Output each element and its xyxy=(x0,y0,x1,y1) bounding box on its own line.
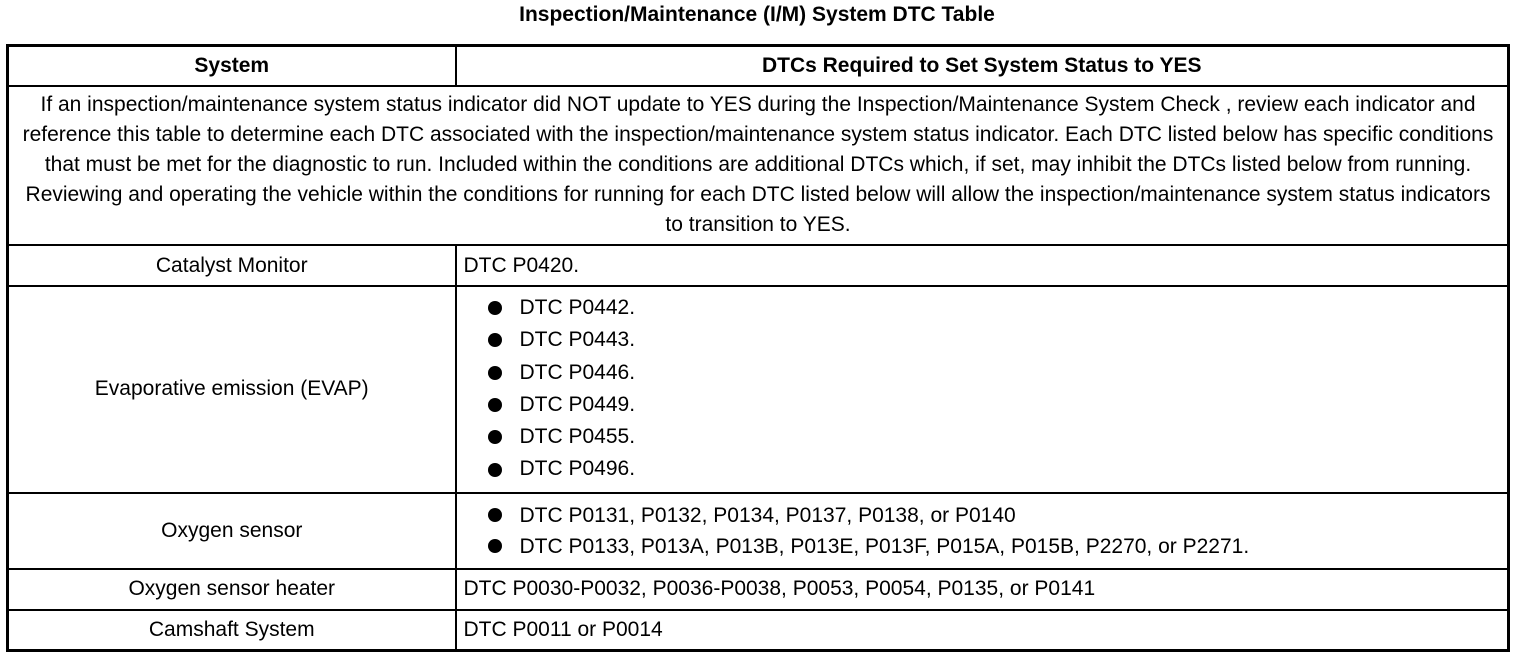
list-item: DTC P0449. xyxy=(488,389,1508,421)
dtc-cell: DTC P0420. xyxy=(456,245,1509,286)
header-row xyxy=(8,46,1509,87)
dtc-list xyxy=(464,292,1508,486)
dtc-cell: DTC P0030-P0032, P0036-P0038, P0053, P0054, P0135, or P0141 xyxy=(456,569,1509,610)
table-row xyxy=(8,286,1509,493)
dtc-cell: DTC P0011 or P0014 xyxy=(456,610,1509,651)
dtc-cell xyxy=(456,286,1509,493)
list-item: DTC P0131, P0132, P0134, P0137, P0138, or P0140 xyxy=(488,500,1508,531)
list-item: DTC P0446. xyxy=(488,357,1508,389)
table-row xyxy=(8,493,1509,569)
header-dtcs: DTCs Required to Set System Status to YES xyxy=(456,46,1509,87)
intro-text: If an inspection/maintenance system status indicator did NOT update to YES during the Inspection/Maintenance System Check , review each indicator and reference this table to determine each DTC associated with the inspection/maintenance system status indicator. Each DTC listed below has specific conditions that must be met for the diagnostic to run. Included within the conditions are additional DTCs which, if set, may inhibit the DTCs listed below from running. Reviewing and operating the vehicle within the conditions for running for each DTC listed below will allow the inspection/maintenance system status indicators to transition to YES. xyxy=(8,86,1509,245)
table-row xyxy=(8,245,1509,286)
list-item: DTC P0443. xyxy=(488,324,1508,356)
list-item: DTC P0455. xyxy=(488,421,1508,453)
dtc-cell xyxy=(456,493,1509,569)
table-row xyxy=(8,610,1509,651)
system-cell: Camshaft System xyxy=(8,610,456,651)
table-row xyxy=(8,569,1509,610)
system-cell: Catalyst Monitor xyxy=(8,245,456,286)
intro-row xyxy=(8,86,1509,245)
list-item: DTC P0496. xyxy=(488,453,1508,485)
system-cell: Oxygen sensor xyxy=(8,493,456,569)
list-item: DTC P0133, P013A, P013B, P013E, P013F, P015A, P015B, P2270, or P2271. xyxy=(488,531,1508,562)
system-cell: Evaporative emission (EVAP) xyxy=(8,286,456,493)
header-system: System xyxy=(8,46,456,87)
table-title: Inspection/Maintenance (I/M) System DTC Table xyxy=(519,3,995,26)
system-cell: Oxygen sensor heater xyxy=(8,569,456,610)
list-item: DTC P0442. xyxy=(488,292,1508,324)
dtc-list xyxy=(464,500,1508,562)
dtc-table xyxy=(6,44,1510,652)
